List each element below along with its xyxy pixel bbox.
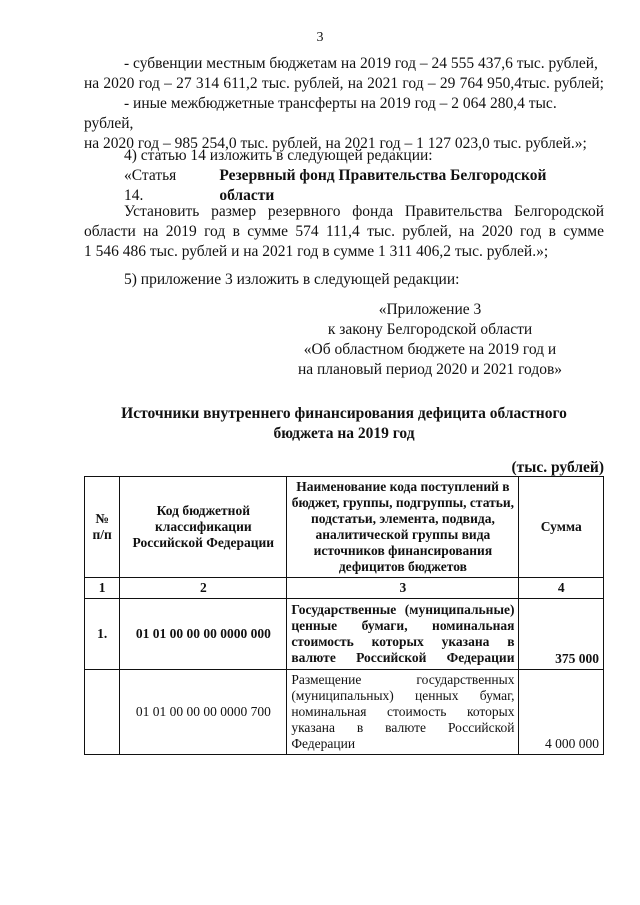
units-label: (тыс. рублей) bbox=[511, 459, 604, 476]
transfers-line-2: на 2020 год – 985 254,0 тыс. рублей, на 2021 год – 1 127 023,0 тыс. рублей.»; bbox=[84, 135, 587, 152]
row-sum: 4 000 000 bbox=[519, 670, 604, 755]
column-number-4: 4 bbox=[519, 578, 604, 599]
column-number-1: 1 bbox=[85, 578, 120, 599]
row-number bbox=[85, 670, 120, 755]
subventions-line-2: на 2020 год – 27 314 611,2 тыс. рублей, на 2021 год – 29 764 950,4тыс. рублей; bbox=[84, 75, 604, 92]
header-name: Наименование кода поступлений в бюджет, группы, подгруппы, статьи, подстатьи, элемента, подвида, аналитической группы вида источников финансирования дефицитов бюджетов bbox=[287, 477, 519, 578]
appendix-line-3: «Об областном бюджете на 2019 год и bbox=[303, 341, 557, 358]
appendix-header bbox=[280, 300, 580, 380]
table-header-row bbox=[85, 477, 604, 578]
header-number: № п/п bbox=[85, 477, 120, 578]
subventions-paragraph bbox=[84, 54, 604, 154]
reserve-fund-paragraph bbox=[84, 202, 604, 262]
row-name: Размещение государственных (муниципальных) ценных бумаг, номинальная стоимость которых указана в валюте Российской Федерации bbox=[287, 670, 519, 755]
article-14-instruction: 4) статью 14 изложить в следующей редакции: bbox=[124, 147, 433, 164]
page-number: 3 bbox=[316, 30, 324, 45]
column-number-2: 2 bbox=[120, 578, 287, 599]
row-code: 01 01 00 00 00 0000 000 bbox=[120, 599, 287, 670]
appendix-instruction: 5) приложение 3 изложить в следующей редакции: bbox=[124, 271, 460, 288]
table-title-line-2: бюджета на 2019 год bbox=[273, 425, 415, 442]
row-name: Государственные (муниципальные) ценные бумаги, номинальная стоимость которых указана в валюте Российской Федерации bbox=[287, 599, 519, 670]
transfers-line-1: - иные межбюджетные трансферты на 2019 год – 2 064 280,4 тыс. рублей, bbox=[84, 95, 557, 132]
table-title bbox=[84, 404, 604, 444]
column-number-3: 3 bbox=[287, 578, 519, 599]
appendix-line-4: на плановый период 2020 и 2021 годов» bbox=[297, 361, 563, 378]
financing-sources-table bbox=[84, 476, 604, 755]
table-row bbox=[85, 599, 604, 670]
article-14-label: «Статья 14. bbox=[124, 167, 177, 204]
header-code: Код бюджетной классификации Российской Федерации bbox=[120, 477, 287, 578]
appendix-instruction-paragraph bbox=[84, 270, 604, 290]
reserve-fund-line-2: области на 2019 год в сумме 574 111,4 тыс. рублей, на 2020 год в сумме bbox=[84, 223, 604, 240]
subventions-line-1: - субвенции местным бюджетам на 2019 год – 24 555 437,6 тыс. рублей, bbox=[124, 55, 598, 72]
row-number: 1. bbox=[85, 599, 120, 670]
reserve-fund-line-3: 1 546 486 тыс. рублей и на 2021 год в сумме 1 311 406,2 тыс. рублей.»; bbox=[84, 243, 549, 260]
header-sum: Сумма bbox=[519, 477, 604, 578]
article-14-heading bbox=[124, 166, 604, 206]
row-code: 01 01 00 00 00 0000 700 bbox=[120, 670, 287, 755]
appendix-line-1: «Приложение 3 bbox=[378, 301, 482, 318]
row-sum: 375 000 bbox=[519, 599, 604, 670]
article-14-title: Резервный фонд Правительства Белгородской области bbox=[219, 167, 547, 204]
table-row bbox=[85, 670, 604, 755]
table-title-line-1: Источники внутреннего финансирования дефицита областного bbox=[121, 405, 567, 422]
appendix-line-2: к закону Белгородской области bbox=[327, 321, 533, 338]
article-14-intro bbox=[84, 146, 604, 206]
reserve-fund-line-1: Установить размер резервного фонда Правительства Белгородской bbox=[124, 203, 604, 220]
column-number-row bbox=[85, 578, 604, 599]
